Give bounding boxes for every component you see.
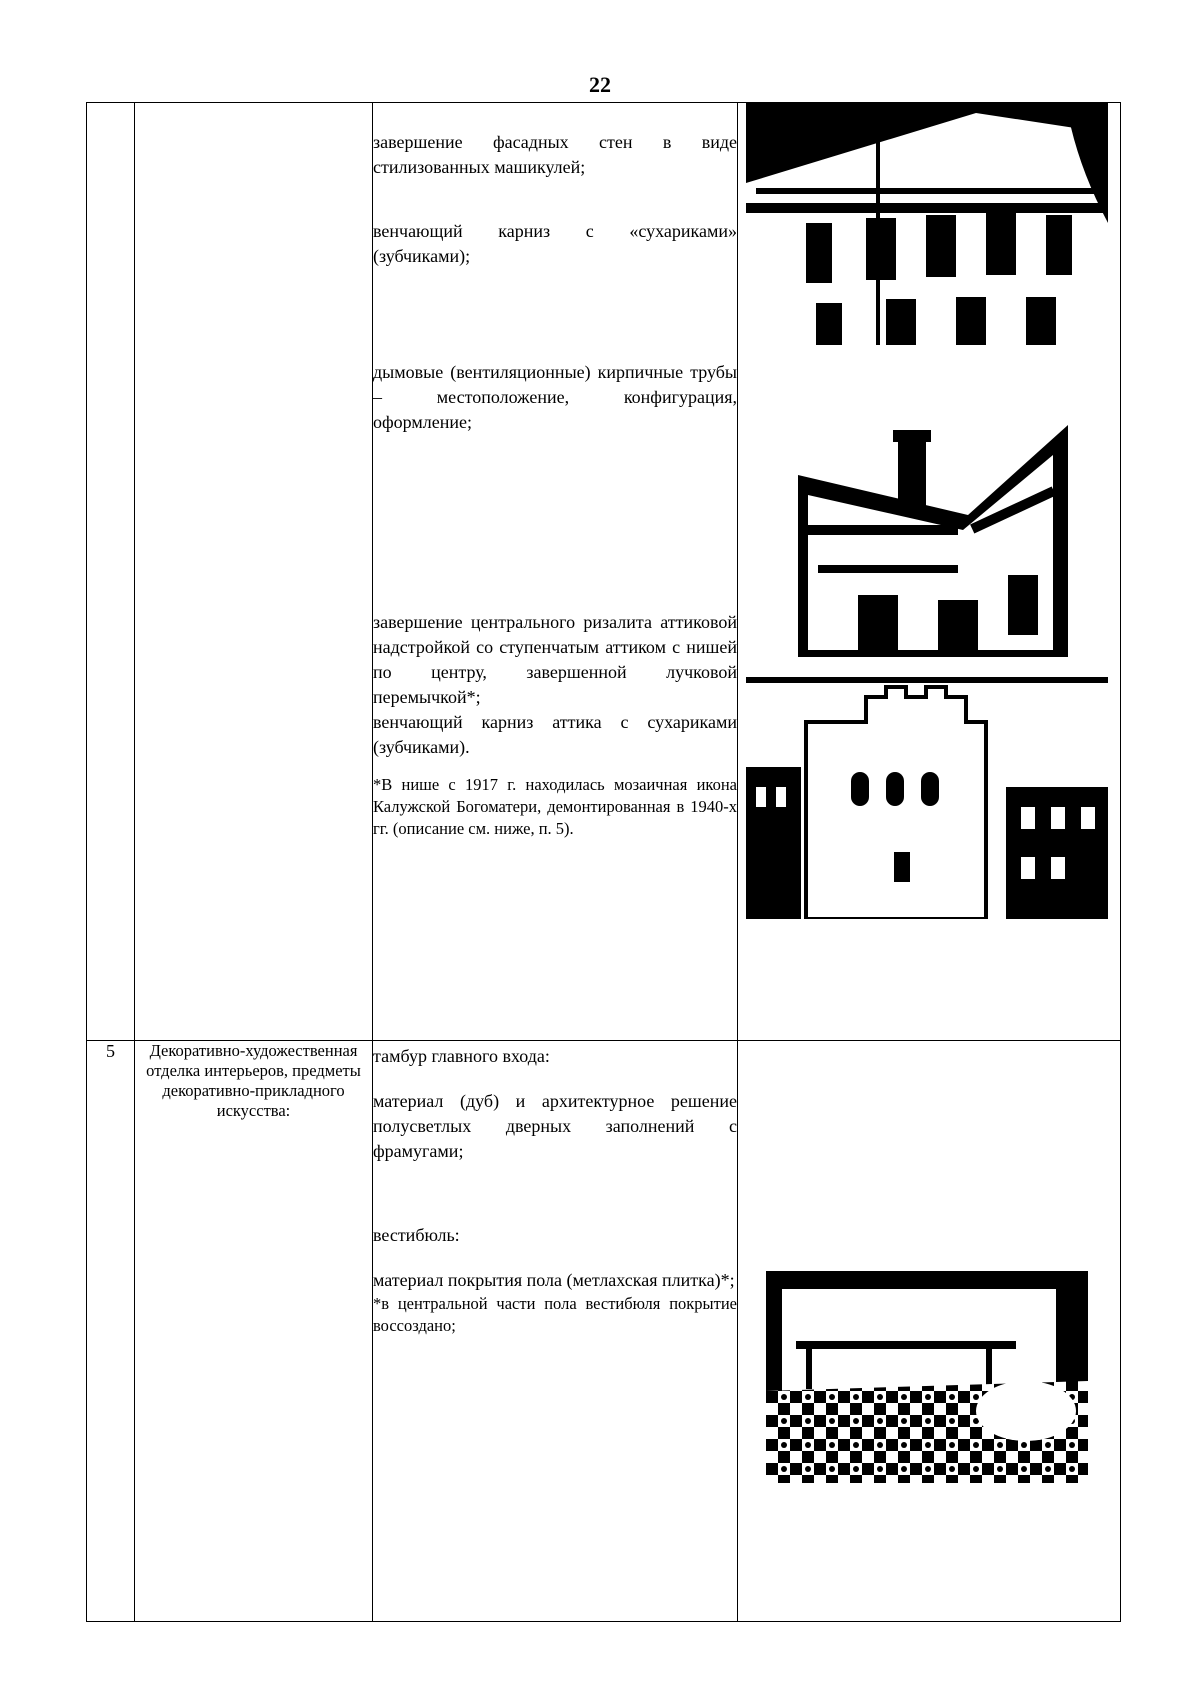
- vestibule-floor-photo: [766, 1271, 1088, 1483]
- text-block-chimneys: дымовые (вентиляционные) кирпичные трубы – местоположение, конфигурация, оформление;: [373, 362, 737, 432]
- table-row: [87, 103, 1121, 1041]
- chimney-photo: [798, 425, 1068, 657]
- photo-cell: [738, 103, 1121, 1041]
- text-block-lobby: вестибюль:: [373, 1225, 460, 1245]
- text-block-vestibule-entrance: тамбур главного входа:: [373, 1046, 550, 1066]
- text-block-risalit: завершение центрального ризалита аттиковой надстройкой со ступенчатым аттиком с нишей по центру, завершенной лучковой перемычкой*;: [373, 612, 737, 707]
- text-block-floor-tiles: материал покрытия пола (метлахская плитка)*;: [373, 1270, 735, 1290]
- description-cell: [373, 1041, 738, 1622]
- text-block-oak-doors: материал (дуб) и архитектурное решение полусветлых дверных заполнений с фрамугами;: [373, 1091, 737, 1161]
- text-block-footnote-floor: *в центральной части пола вестибюля покрытие воссоздано;: [373, 1294, 737, 1335]
- photo-cell: [738, 1041, 1121, 1622]
- text-block-footnote-icon: *В нише с 1917 г. находилась мозаичная икона Калужской Богоматери, демонтированная в 1940-х гг. (описание см. ниже, п. 5).: [373, 775, 737, 838]
- text-block-machicolation: завершение фасадных стен в виде стилизованных машикулей;: [373, 132, 737, 177]
- risalit-photo: [746, 677, 1108, 919]
- text-block-attic-cornice: венчающий карниз аттика с сухариками (зубчиками).: [373, 712, 737, 757]
- row-number-cell: [87, 103, 135, 1041]
- row-number-cell: 5: [87, 1041, 135, 1622]
- monument-elements-table: [86, 102, 1121, 1622]
- table-row: [87, 1041, 1121, 1622]
- page-number: 22: [589, 72, 611, 97]
- text-block-cornice: венчающий карниз с «сухариками» (зубчиками);: [373, 221, 737, 266]
- facade-photo: [746, 103, 1108, 345]
- category-cell: [135, 103, 373, 1041]
- description-cell: [373, 103, 738, 1041]
- category-cell: Декоративно-художественная отделка интерьеров, предметы декоративно-прикладного искусства:: [135, 1041, 373, 1622]
